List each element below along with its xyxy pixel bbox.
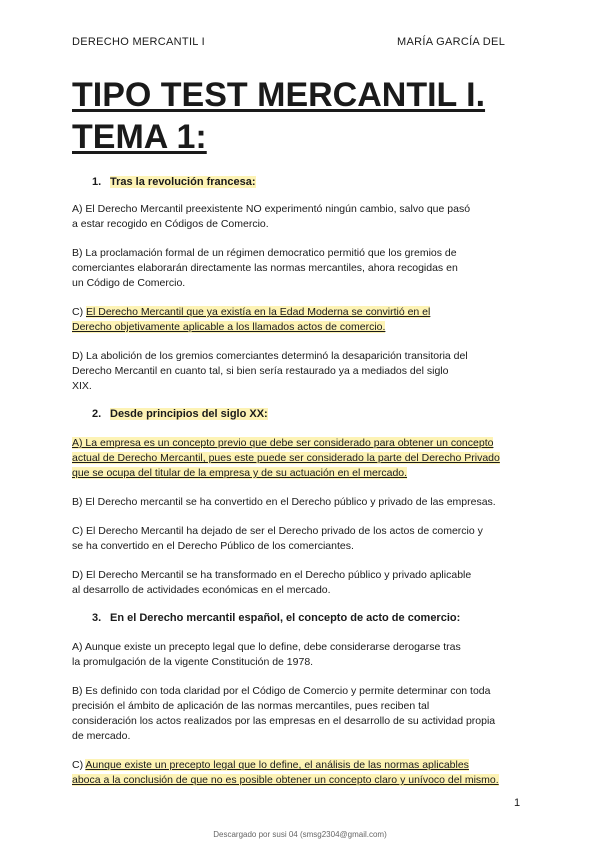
option-line: Derecho Mercantil en cuanto tal, si bien sería restaurado ya a mediados del siglo xyxy=(72,365,449,377)
option-line: se ha convertido en el Derecho Público de los comerciantes. xyxy=(72,540,354,552)
option-line: C) El Derecho Mercantil ha dejado de ser el Derecho privado de los actos de comercio y xyxy=(72,525,483,537)
option-line: a estar recogido en Códigos de Comercio. xyxy=(72,218,269,230)
option-line: aboca a la conclusión de que no es posible obtener un concepto claro y unívoco del mismo. xyxy=(72,774,499,786)
document-title xyxy=(72,74,485,158)
q2-option-c xyxy=(72,524,522,554)
option-line: al desarrollo de actividades económicas en el mercado. xyxy=(72,584,331,596)
option-line: A) El Derecho Mercantil preexistente NO experimentó ningún cambio, salvo que pasó xyxy=(72,203,471,215)
option-line: precisión el ámbito de aplicación de las normas mercantiles, pues reciben tal xyxy=(72,700,430,712)
header-author: MARÍA GARCÍA DEL xyxy=(397,36,506,48)
question-text: Tras la revolución francesa: xyxy=(110,176,256,188)
q1-option-c-correct xyxy=(72,305,522,335)
option-line: Derecho objetivamente aplicable a los llamados actos de comercio. xyxy=(72,321,386,333)
option-line: D) La abolición de los gremios comerciantes determinó la desaparición transitoria del xyxy=(72,350,468,362)
q1-option-a xyxy=(72,202,522,232)
q2-option-b xyxy=(72,495,532,510)
option-line: consideración los actos realizados por las empresas en el desarrollo de su actividad propia xyxy=(72,715,496,727)
option-line: B) Es definido con toda claridad por el Código de Comercio y permite determinar con toda xyxy=(72,685,491,697)
option-line: la promulgación de la vigente Constitución de 1978. xyxy=(72,656,314,668)
q3-option-a xyxy=(72,640,522,670)
option-line: un Código de Comercio. xyxy=(72,277,186,289)
option-line: que se ocupa del titular de la empresa y de su actuación en el mercado. xyxy=(72,467,408,479)
title-line-2: TEMA 1: xyxy=(72,118,207,156)
q1-option-b xyxy=(72,246,522,291)
option-line: B) La proclamación formal de un régimen democratico permitió que los gremios de xyxy=(72,247,457,259)
option-line: D) El Derecho Mercantil se ha transformado en el Derecho público y privado aplicable xyxy=(72,569,472,581)
question-3-heading xyxy=(92,612,460,624)
question-number: 3. xyxy=(92,612,102,624)
question-2-heading xyxy=(92,408,268,420)
option-line: de mercado. xyxy=(72,730,131,742)
question-number: 2. xyxy=(92,408,102,420)
option-line: XIX. xyxy=(72,380,92,392)
question-1-heading xyxy=(92,176,256,188)
option-line: A) La empresa es un concepto previo que debe ser considerado para obtener un concepto xyxy=(72,437,494,449)
download-footer: Descargado por susi 04 (smsg2304@gmail.com) xyxy=(213,830,387,839)
option-line: comerciantes elaborarán directamente las normas mercantiles, ahora recogidas en xyxy=(72,262,458,274)
q2-option-a-correct xyxy=(72,436,532,481)
option-line: El Derecho Mercantil que ya existía en la Edad Moderna se convirtió en el xyxy=(86,306,431,318)
question-text: Desde principios del siglo XX: xyxy=(110,408,268,420)
option-line: actual de Derecho Mercantil, pues este puede ser considerado la parte del Derecho Privado xyxy=(72,452,500,464)
question-number: 1. xyxy=(92,176,102,188)
option-line: A) Aunque existe un precepto legal que lo define, debe considerarse derogarse tras xyxy=(72,641,461,653)
q1-option-d xyxy=(72,349,522,394)
question-text: En el Derecho mercantil español, el concepto de acto de comercio: xyxy=(110,612,461,624)
option-prefix: C) xyxy=(72,306,86,318)
q3-option-b xyxy=(72,684,532,744)
title-line-1: TIPO TEST MERCANTIL I. xyxy=(72,76,486,114)
q3-option-c-correct xyxy=(72,758,532,788)
page-number: 1 xyxy=(514,797,521,809)
header-course: DERECHO MERCANTIL I xyxy=(72,36,206,48)
q2-option-d xyxy=(72,568,522,598)
option-line: B) El Derecho mercantil se ha convertido en el Derecho público y privado de las empresas. xyxy=(72,496,496,508)
option-line: Aunque existe un precepto legal que lo define, el análisis de las normas aplicables xyxy=(85,759,469,771)
option-prefix: C) xyxy=(72,759,86,771)
